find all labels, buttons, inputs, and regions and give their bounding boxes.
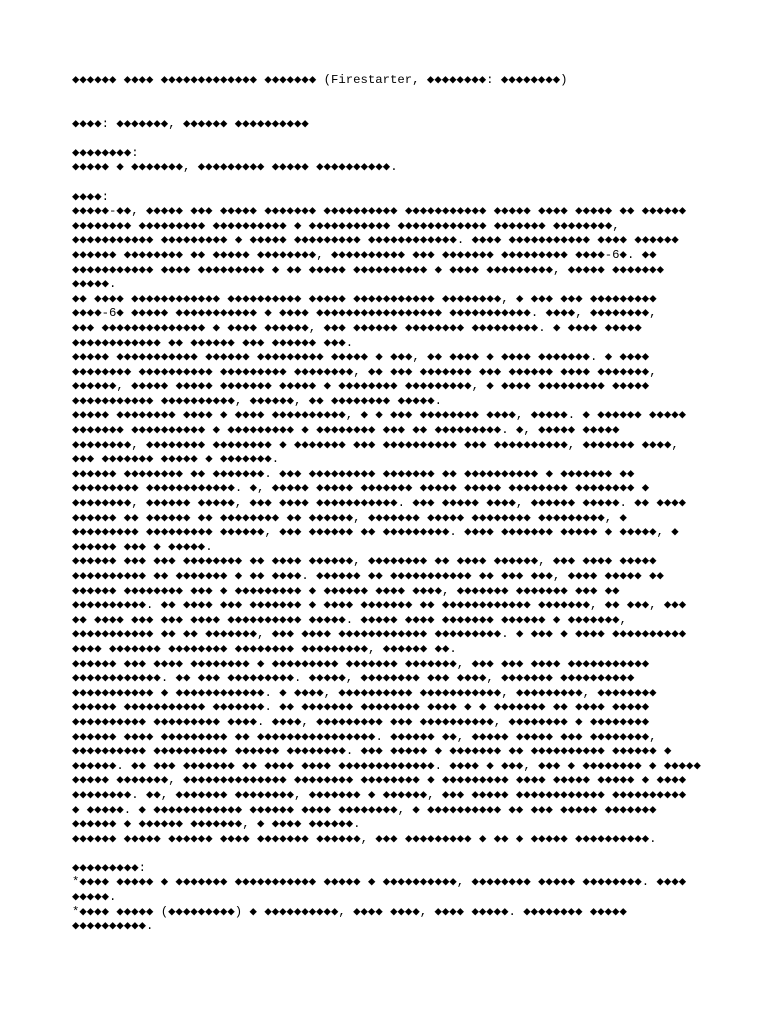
text-line: ◆◆◆◆◆ ◆◆◆◆◆◆◆◆ ◆◆◆◆ ◆ ◆◆◆◆ ◆◆◆◆◆◆◆◆◆◆, ◆ ◆ ◆◆◆ ◆◆◆◆◆◆◆◆ ◆◆◆◆, ◆◆◆◆◆. ◆ ◆◆◆◆◆◆ ◆◆◆◆◆ (72, 408, 687, 423)
note-line: *◆◆◆◆ ◆◆◆◆◆ ◆ ◆◆◆◆◆◆◆ ◆◆◆◆◆◆◆◆◆◆◆ ◆◆◆◆◆ ◆ ◆◆◆◆◆◆◆◆◆◆, ◆◆◆◆◆◆◆◆ ◆◆◆◆◆ ◆◆◆◆◆◆◆◆. ◆◆◆◆ (72, 875, 687, 890)
description-lines (72, 160, 712, 175)
document-title: ◆◆◆◆◆◆ ◆◆◆◆ ◆◆◆◆◆◆◆◆◆◆◆◆◆ ◆◆◆◆◆◆◆ (Firestarter, ◆◆◆◆◆◆◆◆: ◆◆◆◆◆◆◆◆) (72, 73, 568, 87)
text-line: ◆◆◆◆◆◆◆◆◆◆◆ ◆◆◆◆◆◆◆◆◆◆, ◆◆◆◆◆◆, ◆◆ ◆◆◆◆◆◆◆◆ ◆◆◆◆◆. (72, 393, 442, 408)
text-line: ◆◆◆◆◆◆◆◆◆◆ ◆◆◆◆◆◆◆◆◆◆ ◆◆◆◆◆◆ ◆◆◆◆◆◆◆◆. ◆◆◆ ◆◆◆◆◆ ◆ ◆◆◆◆◆◆◆ ◆◆ ◆◆◆◆◆◆◆◆◆◆ ◆◆◆◆◆◆ ◆ (72, 744, 672, 759)
text-line: ◆◆◆ ◆◆◆◆◆◆◆ ◆◆◆◆◆ ◆ ◆◆◆◆◆◆◆. (72, 452, 280, 467)
spacer (72, 131, 712, 146)
notes-lines (72, 875, 712, 933)
spacer (72, 88, 712, 117)
description-section (72, 146, 712, 175)
text-line: ◆◆◆◆◆◆ ◆◆◆◆◆◆◆◆◆◆◆ ◆◆◆◆◆◆◆. ◆◆ ◆◆◆◆◆◆◆ ◆◆◆◆◆◆◆◆ ◆◆◆◆ ◆ ◆ ◆◆◆◆◆◆◆ ◆◆ ◆◆◆◆ ◆◆◆◆◆ (72, 700, 650, 715)
text-line: ◆◆◆◆◆◆◆◆ ◆◆◆◆◆◆◆◆◆◆ ◆◆◆◆◆◆◆◆◆ ◆◆◆◆◆◆◆◆, ◆◆ ◆◆◆ ◆◆◆◆◆◆◆ ◆◆◆ ◆◆◆◆◆◆ ◆◆◆◆ ◆◆◆◆◆◆◆, (72, 364, 657, 379)
text-line: ◆◆◆◆◆◆◆◆ ◆◆◆◆◆◆◆◆◆ ◆◆◆◆◆◆◆◆◆◆ ◆ ◆◆◆◆◆◆◆◆◆◆◆ ◆◆◆◆◆◆◆◆◆◆◆◆ ◆◆◆◆◆◆◆ ◆◆◆◆◆◆◆◆, (72, 218, 620, 233)
text-lines (72, 204, 712, 846)
text-line: ◆◆◆◆◆◆◆◆◆◆ ◆◆◆◆◆◆◆◆◆ ◆◆◆◆. ◆◆◆◆, ◆◆◆◆◆◆◆◆◆ ◆◆◆ ◆◆◆◆◆◆◆◆◆◆, ◆◆◆◆◆◆◆◆ ◆ ◆◆◆◆◆◆◆◆ (72, 714, 650, 729)
description-heading: ◆◆◆◆◆◆◆◆: (72, 145, 139, 160)
text-line: ◆◆◆◆◆◆◆◆◆ ◆◆◆◆◆◆◆◆◆ ◆◆◆◆◆◆, ◆◆◆ ◆◆◆◆◆◆ ◆◆ ◆◆◆◆◆◆◆◆◆. ◆◆◆◆ ◆◆◆◆◆◆◆ ◆◆◆◆◆ ◆ ◆◆◆◆◆, ◆ (72, 525, 679, 540)
text-line: ◆◆◆◆◆◆◆◆, ◆◆◆◆◆◆ ◆◆◆◆◆, ◆◆◆ ◆◆◆◆ ◆◆◆◆◆◆◆◆◆◆◆. ◆◆◆ ◆◆◆◆◆ ◆◆◆◆, ◆◆◆◆◆◆ ◆◆◆◆◆. ◆◆ ◆◆◆◆ (72, 496, 687, 511)
text-line: ◆ ◆◆◆◆◆. ◆ ◆◆◆◆◆◆◆◆◆◆◆◆ ◆◆◆◆◆◆ ◆◆◆◆ ◆◆◆◆◆◆◆◆, ◆ ◆◆◆◆◆◆◆◆◆◆ ◆◆ ◆◆◆ ◆◆◆◆◆ ◆◆◆◆◆◆◆ (72, 802, 657, 817)
text-line: ◆◆◆◆◆ ◆◆◆◆◆◆◆, ◆◆◆◆◆◆◆◆◆◆◆◆◆◆ ◆◆◆◆◆◆◆◆ ◆◆◆◆◆◆◆◆ ◆ ◆◆◆◆◆◆◆◆◆ ◆◆◆◆ ◆◆◆◆◆ ◆◆◆◆◆ ◆ ◆◆◆◆ (72, 773, 687, 788)
text-line: ◆◆◆◆-6◆ ◆◆◆◆◆ ◆◆◆◆◆◆◆◆◆◆◆ ◆ ◆◆◆◆ ◆◆◆◆◆◆◆◆◆◆◆◆◆◆◆◆◆ ◆◆◆◆◆◆◆◆◆◆◆. ◆◆◆◆, ◆◆◆◆◆◆◆◆, (72, 306, 657, 321)
text-line: ◆◆◆◆◆◆◆◆◆◆◆◆. ◆◆ ◆◆◆ ◆◆◆◆◆◆◆◆◆. ◆◆◆◆◆, ◆◆◆◆◆◆◆◆ ◆◆◆ ◆◆◆◆, ◆◆◆◆◆◆◆ ◆◆◆◆◆◆◆◆◆◆ (72, 671, 635, 686)
text-line: ◆◆◆◆◆◆◆◆, ◆◆◆◆◆◆◆◆ ◆◆◆◆◆◆◆◆ ◆ ◆◆◆◆◆◆◆ ◆◆◆ ◆◆◆◆◆◆◆◆◆◆ ◆◆◆ ◆◆◆◆◆◆◆◆◆◆, ◆◆◆◆◆◆◆ ◆◆◆◆, (72, 437, 679, 452)
text-line: ◆◆◆◆◆◆◆◆◆◆. ◆◆ ◆◆◆◆ ◆◆◆ ◆◆◆◆◆◆◆ ◆ ◆◆◆◆ ◆◆◆◆◆◆◆ ◆◆ ◆◆◆◆◆◆◆◆◆◆◆◆ ◆◆◆◆◆◆◆, ◆◆ ◆◆◆, ◆◆◆ (72, 598, 687, 613)
text-line: ◆◆◆◆◆◆ ◆◆ ◆◆◆◆◆◆ ◆◆ ◆◆◆◆◆◆◆◆ ◆◆ ◆◆◆◆◆◆, ◆◆◆◆◆◆◆ ◆◆◆◆◆ ◆◆◆◆◆◆◆◆ ◆◆◆◆◆◆◆◆◆, ◆ (72, 510, 627, 525)
text-line: ◆◆◆◆◆-◆◆, ◆◆◆◆◆ ◆◆◆ ◆◆◆◆◆ ◆◆◆◆◆◆◆ ◆◆◆◆◆◆◆◆◆◆ ◆◆◆◆◆◆◆◆◆◆◆ ◆◆◆◆◆ ◆◆◆◆ ◆◆◆◆◆ ◆◆ ◆◆◆◆◆◆ (72, 204, 687, 219)
notes-heading: ◆◆◆◆◆◆◆◆◆: (72, 860, 147, 875)
text-line: ◆◆◆◆◆◆, ◆◆◆◆◆ ◆◆◆◆◆ ◆◆◆◆◆◆◆ ◆◆◆◆◆ ◆ ◆◆◆◆◆◆◆◆ ◆◆◆◆◆◆◆◆◆, ◆ ◆◆◆◆ ◆◆◆◆◆◆◆◆◆ ◆◆◆◆◆ (72, 379, 650, 394)
text-line: ◆◆◆◆◆◆ ◆◆◆ ◆◆◆◆ ◆◆◆◆◆◆◆◆ ◆ ◆◆◆◆◆◆◆◆◆ ◆◆◆◆◆◆◆ ◆◆◆◆◆◆◆, ◆◆◆ ◆◆◆ ◆◆◆◆ ◆◆◆◆◆◆◆◆◆◆◆ (72, 656, 650, 671)
text-line: ◆◆◆◆◆◆◆ ◆◆◆◆◆◆◆◆◆◆ ◆ ◆◆◆◆◆◆◆◆◆ ◆ ◆◆◆◆◆◆◆◆ ◆◆◆ ◆◆ ◆◆◆◆◆◆◆◆◆. ◆, ◆◆◆◆◆ ◆◆◆◆◆ (72, 423, 620, 438)
document-body (72, 73, 712, 934)
text-line: ◆◆◆◆◆◆◆◆◆ ◆◆◆◆◆◆◆◆◆◆◆◆. ◆, ◆◆◆◆◆ ◆◆◆◆◆ ◆◆◆◆◆◆◆ ◆◆◆◆◆ ◆◆◆◆◆ ◆◆◆◆◆◆◆◆ ◆◆◆◆◆◆◆◆ ◆ (72, 481, 650, 496)
text-line: ◆◆◆◆◆◆ ◆◆◆ ◆◆◆ ◆◆◆◆◆◆◆◆ ◆◆ ◆◆◆◆ ◆◆◆◆◆◆, ◆◆◆◆◆◆◆◆ ◆◆ ◆◆◆◆ ◆◆◆◆◆◆, ◆◆◆ ◆◆◆◆ ◆◆◆◆◆ (72, 554, 657, 569)
text-heading: ◆◆◆◆: (72, 189, 109, 204)
text-line: ◆◆◆◆◆ ◆◆◆◆◆◆◆◆◆◆◆ ◆◆◆◆◆◆ ◆◆◆◆◆◆◆◆◆ ◆◆◆◆◆ ◆ ◆◆◆, ◆◆ ◆◆◆◆ ◆ ◆◆◆◆ ◆◆◆◆◆◆◆. ◆ ◆◆◆◆ (72, 350, 650, 365)
text-line: ◆◆◆ ◆◆◆◆◆◆◆◆◆◆◆◆◆◆ ◆ ◆◆◆◆ ◆◆◆◆◆◆, ◆◆◆ ◆◆◆◆◆◆ ◆◆◆◆◆◆◆◆ ◆◆◆◆◆◆◆◆◆. ◆ ◆◆◆◆ ◆◆◆◆◆ (72, 320, 642, 335)
text-line: ◆◆◆◆◆◆◆◆◆◆◆◆ ◆◆ ◆◆◆◆◆◆ ◆◆◆ ◆◆◆◆◆◆ ◆◆◆. (72, 335, 354, 350)
notes-section (72, 861, 712, 934)
text-line: ◆◆◆◆◆◆ ◆◆◆◆◆◆◆◆ ◆◆◆ ◆ ◆◆◆◆◆◆◆◆◆ ◆ ◆◆◆◆◆◆ ◆◆◆◆ ◆◆◆◆, ◆◆◆◆◆◆◆ ◆◆◆◆◆◆◆ ◆◆◆ ◆◆ (72, 583, 620, 598)
spacer (72, 175, 712, 190)
text-line: ◆◆◆◆ ◆◆◆◆◆◆◆ ◆◆◆◆◆◆◆◆ ◆◆◆◆◆◆◆◆ ◆◆◆◆◆◆◆◆◆, ◆◆◆◆◆◆ ◆◆. (72, 641, 457, 656)
meta-line: ◆◆◆◆: ◆◆◆◆◆◆◆, ◆◆◆◆◆◆ ◆◆◆◆◆◆◆◆◆◆ (72, 116, 309, 131)
text-line: ◆◆◆◆◆◆ ◆◆◆◆ ◆◆◆◆◆◆◆◆◆ ◆◆ ◆◆◆◆◆◆◆◆◆◆◆◆◆◆◆◆. ◆◆◆◆◆◆ ◆◆, ◆◆◆◆◆ ◆◆◆◆◆ ◆◆◆ ◆◆◆◆◆◆◆◆, (72, 729, 657, 744)
text-line: ◆◆◆◆◆◆ ◆◆◆◆◆◆◆◆ ◆◆ ◆◆◆◆◆◆◆. ◆◆◆ ◆◆◆◆◆◆◆◆◆ ◆◆◆◆◆◆◆ ◆◆ ◆◆◆◆◆◆◆◆◆◆ ◆ ◆◆◆◆◆◆◆ ◆◆ (72, 466, 635, 481)
text-section (72, 190, 712, 847)
note-line: ◆◆◆◆◆. (72, 890, 117, 905)
text-line: ◆◆◆◆◆◆◆◆◆◆◆ ◆◆ ◆◆ ◆◆◆◆◆◆◆, ◆◆◆ ◆◆◆◆ ◆◆◆◆◆◆◆◆◆◆◆◆ ◆◆◆◆◆◆◆◆◆. ◆ ◆◆◆ ◆ ◆◆◆◆ ◆◆◆◆◆◆◆◆◆◆ (72, 627, 687, 642)
text-line: ◆◆◆◆◆◆◆◆◆◆◆ ◆◆◆◆◆◆◆◆◆ ◆ ◆◆◆◆◆ ◆◆◆◆◆◆◆◆◆ ◆◆◆◆◆◆◆◆◆◆◆◆. ◆◆◆◆ ◆◆◆◆◆◆◆◆◆◆◆ ◆◆◆◆ ◆◆◆◆◆◆ (72, 233, 679, 248)
text-line: ◆◆◆◆◆. (72, 277, 117, 292)
text-line: ◆◆◆◆◆◆◆◆◆◆◆ ◆◆◆◆ ◆◆◆◆◆◆◆◆◆ ◆ ◆◆ ◆◆◆◆◆ ◆◆◆◆◆◆◆◆◆◆ ◆ ◆◆◆◆ ◆◆◆◆◆◆◆◆◆, ◆◆◆◆◆ ◆◆◆◆◆◆◆ (72, 262, 664, 277)
text-line: ◆◆◆◆◆◆. ◆◆ ◆◆◆ ◆◆◆◆◆◆◆ ◆◆ ◆◆◆◆ ◆◆◆◆ ◆◆◆◆◆◆◆◆◆◆◆◆◆. ◆◆◆◆ ◆ ◆◆◆, ◆◆◆ ◆ ◆◆◆◆◆◆◆◆ ◆ ◆◆◆◆◆ (72, 758, 701, 773)
note-line: *◆◆◆◆ ◆◆◆◆◆ (◆◆◆◆◆◆◆◆◆) ◆ ◆◆◆◆◆◆◆◆◆◆, ◆◆◆◆ ◆◆◆◆, ◆◆◆◆ ◆◆◆◆◆. ◆◆◆◆◆◆◆◆ ◆◆◆◆◆ (72, 904, 627, 919)
text-line: ◆◆◆◆◆◆ ◆◆◆◆◆ ◆◆◆◆◆◆ ◆◆◆◆ ◆◆◆◆◆◆◆ ◆◆◆◆◆◆, ◆◆◆ ◆◆◆◆◆◆◆◆◆ ◆ ◆◆ ◆ ◆◆◆◆◆ ◆◆◆◆◆◆◆◆◆◆. (72, 831, 657, 846)
text-line: ◆◆◆◆◆◆◆◆◆◆ ◆◆ ◆◆◆◆◆◆◆ ◆ ◆◆ ◆◆◆◆. ◆◆◆◆◆◆ ◆◆ ◆◆◆◆◆◆◆◆◆◆◆ ◆◆ ◆◆◆ ◆◆◆, ◆◆◆◆ ◆◆◆◆◆ ◆◆ (72, 569, 664, 583)
text-line: ◆◆ ◆◆◆◆ ◆◆◆ ◆◆◆ ◆◆◆◆ ◆◆◆◆◆◆◆◆◆◆ ◆◆◆◆◆. ◆◆◆◆◆ ◆◆◆◆ ◆◆◆◆◆◆◆ ◆◆◆◆◆◆ ◆ ◆◆◆◆◆◆◆, (72, 612, 627, 627)
text-line: ◆◆◆◆◆◆◆◆. ◆◆, ◆◆◆◆◆◆◆ ◆◆◆◆◆◆◆◆, ◆◆◆◆◆◆◆ ◆ ◆◆◆◆◆◆, ◆◆◆ ◆◆◆◆◆ ◆◆◆◆◆◆◆◆◆◆◆◆ ◆◆◆◆◆◆◆◆◆◆ (72, 787, 687, 802)
note-line: ◆◆◆◆◆◆◆◆◆◆. (72, 919, 154, 934)
description-line: ◆◆◆◆◆ ◆ ◆◆◆◆◆◆◆, ◆◆◆◆◆◆◆◆◆ ◆◆◆◆◆ ◆◆◆◆◆◆◆◆◆◆. (72, 160, 398, 175)
text-line: ◆◆◆◆◆◆ ◆◆◆ ◆ ◆◆◆◆◆. (72, 539, 213, 554)
text-line: ◆◆ ◆◆◆◆ ◆◆◆◆◆◆◆◆◆◆◆◆ ◆◆◆◆◆◆◆◆◆◆ ◆◆◆◆◆ ◆◆◆◆◆◆◆◆◆◆◆ ◆◆◆◆◆◆◆◆, ◆ ◆◆◆ ◆◆◆ ◆◆◆◆◆◆◆◆◆ (72, 291, 657, 306)
text-line: ◆◆◆◆◆◆ ◆◆◆◆◆◆◆◆ ◆◆ ◆◆◆◆◆ ◆◆◆◆◆◆◆◆, ◆◆◆◆◆◆◆◆◆◆ ◆◆◆ ◆◆◆◆◆◆◆ ◆◆◆◆◆◆◆◆◆ ◆◆◆◆-6◆. ◆◆ (72, 247, 657, 262)
text-line: ◆◆◆◆◆◆ ◆ ◆◆◆◆◆◆ ◆◆◆◆◆◆◆, ◆ ◆◆◆◆ ◆◆◆◆◆◆. (72, 817, 361, 832)
spacer (72, 846, 712, 861)
text-line: ◆◆◆◆◆◆◆◆◆◆◆ ◆ ◆◆◆◆◆◆◆◆◆◆◆◆. ◆ ◆◆◆◆, ◆◆◆◆◆◆◆◆◆◆ ◆◆◆◆◆◆◆◆◆◆◆, ◆◆◆◆◆◆◆◆◆, ◆◆◆◆◆◆◆◆ (72, 685, 657, 700)
